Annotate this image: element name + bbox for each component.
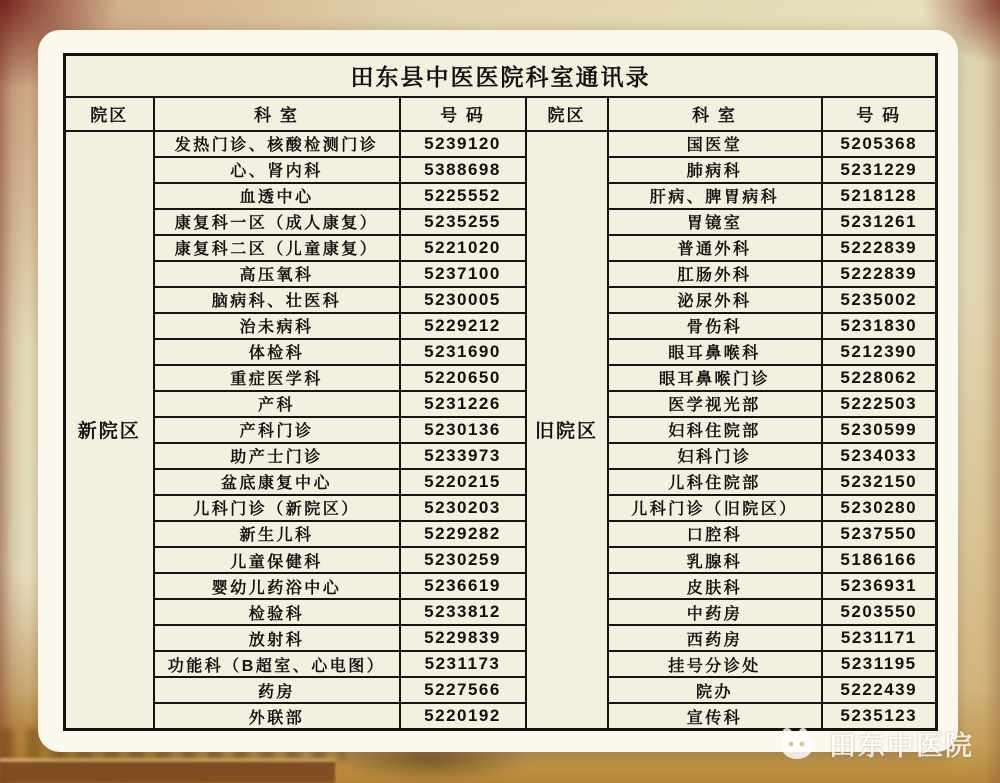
- phone-cell: 5220215: [400, 469, 526, 495]
- phone-cell: 5229282: [400, 521, 526, 547]
- table-row: [65, 131, 937, 157]
- phone-cell: 5231226: [400, 391, 526, 417]
- dept-cell: 药房: [154, 677, 400, 703]
- table-row: [65, 495, 937, 521]
- phone-cell: 5234033: [822, 443, 937, 469]
- phone-cell: 5230599: [822, 417, 937, 443]
- phone-cell: 5205368: [822, 131, 937, 157]
- dept-cell: 宣传科: [608, 703, 822, 729]
- dept-cell: 放射科: [154, 625, 400, 651]
- table-row: [65, 365, 937, 391]
- column-header-dept-left: 科 室: [154, 97, 400, 131]
- phone-cell: 5227566: [400, 677, 526, 703]
- table-row: [65, 547, 937, 573]
- phone-cell: 5231261: [822, 209, 937, 235]
- dept-cell: 肛肠外科: [608, 261, 822, 287]
- table-row: [65, 521, 937, 547]
- dept-cell: 新生儿科: [154, 521, 400, 547]
- newspaper-masthead-box: [0, 758, 335, 783]
- phone-cell: 5235255: [400, 209, 526, 235]
- phone-cell: 5222839: [822, 261, 937, 287]
- header-row: [65, 97, 937, 131]
- dept-cell: 康复科二区（儿童康复）: [154, 235, 400, 261]
- dept-cell: 口腔科: [608, 521, 822, 547]
- phone-cell: 5186166: [822, 547, 937, 573]
- phone-cell: 5239120: [400, 131, 526, 157]
- dept-cell: 儿童保健科: [154, 547, 400, 573]
- campus-cell-old: 旧院区: [526, 131, 608, 730]
- table-row: [65, 677, 937, 703]
- dept-cell: 院办: [608, 677, 822, 703]
- phone-cell: 5228062: [822, 365, 937, 391]
- phone-cell: 5232150: [822, 469, 937, 495]
- dept-cell: 泌尿外科: [608, 287, 822, 313]
- dept-cell: 心、肾内科: [154, 157, 400, 183]
- dept-cell: 儿科门诊（旧院区）: [608, 495, 822, 521]
- dept-cell: 妇科门诊: [608, 443, 822, 469]
- table-row: [65, 417, 937, 443]
- phone-cell: 5220650: [400, 365, 526, 391]
- table-row: [65, 287, 937, 313]
- dept-cell: 医学视光部: [608, 391, 822, 417]
- table-row: [65, 443, 937, 469]
- phone-cell: 5220192: [400, 703, 526, 729]
- phone-cell: 5222503: [822, 391, 937, 417]
- phone-cell: 5233812: [400, 599, 526, 625]
- campus-cell-new: 新院区: [65, 131, 154, 730]
- dept-cell: 骨伤科: [608, 313, 822, 339]
- dept-cell: 中药房: [608, 599, 822, 625]
- phone-cell: 5388698: [400, 157, 526, 183]
- column-header-campus-left: 院区: [65, 97, 154, 131]
- phone-cell: 5222439: [822, 677, 937, 703]
- phone-cell: 5229212: [400, 313, 526, 339]
- phone-cell: 5231195: [822, 651, 937, 677]
- dept-cell: 肝病、脾胃病科: [608, 183, 822, 209]
- dept-cell: 治未病科: [154, 313, 400, 339]
- dept-cell: 功能科（B超室、心电图）: [154, 651, 400, 677]
- dept-cell: 妇科住院部: [608, 417, 822, 443]
- dept-cell: 体检科: [154, 339, 400, 365]
- table-row: [65, 235, 937, 261]
- column-header-phone-left: 号 码: [400, 97, 526, 131]
- phone-cell: 5225552: [400, 183, 526, 209]
- dept-cell: 皮肤科: [608, 573, 822, 599]
- phone-cell: 5203550: [822, 599, 937, 625]
- dept-cell: 眼耳鼻喉门诊: [608, 365, 822, 391]
- dept-cell: 西药房: [608, 625, 822, 651]
- phone-cell: 5212390: [822, 339, 937, 365]
- phone-cell: 5229839: [400, 625, 526, 651]
- table-row: [65, 573, 937, 599]
- phone-cell: 5230136: [400, 417, 526, 443]
- dept-cell: 胃镜室: [608, 209, 822, 235]
- table-row: [65, 339, 937, 365]
- dept-cell: 盆底康复中心: [154, 469, 400, 495]
- phone-cell: 5233973: [400, 443, 526, 469]
- phone-cell: 5237100: [400, 261, 526, 287]
- column-header-dept-right: 科 室: [608, 97, 822, 131]
- phone-cell: 5235002: [822, 287, 937, 313]
- table-row: [65, 625, 937, 651]
- watermark-label: 田东中医院: [829, 731, 974, 761]
- phone-cell: 5230280: [822, 495, 937, 521]
- phone-cell: 5237550: [822, 521, 937, 547]
- dept-cell: 检验科: [154, 599, 400, 625]
- table-row: [65, 183, 937, 209]
- page-title: 田东县中医医院科室通讯录: [65, 55, 937, 97]
- table-row: [65, 651, 937, 677]
- dept-cell: 儿科住院部: [608, 469, 822, 495]
- dept-cell: 乳腺科: [608, 547, 822, 573]
- dept-cell: 重症医学科: [154, 365, 400, 391]
- phone-cell: 5230005: [400, 287, 526, 313]
- phone-cell: 5231690: [400, 339, 526, 365]
- dept-cell: 血透中心: [154, 183, 400, 209]
- column-header-campus-right: 院区: [526, 97, 608, 131]
- directory-table: [63, 53, 938, 731]
- table-row: [65, 391, 937, 417]
- title-row: [65, 55, 937, 97]
- dept-cell: 国医堂: [608, 131, 822, 157]
- phone-cell: 5231173: [400, 651, 526, 677]
- phone-cell: 5230259: [400, 547, 526, 573]
- column-header-phone-right: 号 码: [822, 97, 937, 131]
- phone-cell: 5231171: [822, 625, 937, 651]
- dept-cell: 儿科门诊（新院区）: [154, 495, 400, 521]
- dept-cell: 挂号分诊处: [608, 651, 822, 677]
- phone-cell: 5236619: [400, 573, 526, 599]
- dept-cell: 普通外科: [608, 235, 822, 261]
- phone-cell: 5218128: [822, 183, 937, 209]
- dept-cell: 发热门诊、核酸检测门诊: [154, 131, 400, 157]
- phone-cell: 5230203: [400, 495, 526, 521]
- phone-cell: 5222839: [822, 235, 937, 261]
- table-row: [65, 469, 937, 495]
- dept-cell: 高压氧科: [154, 261, 400, 287]
- dept-cell: 产科: [154, 391, 400, 417]
- dept-cell: 康复科一区（成人康复）: [154, 209, 400, 235]
- table-row: [65, 599, 937, 625]
- dept-cell: 肺病科: [608, 157, 822, 183]
- dept-cell: 产科门诊: [154, 417, 400, 443]
- dept-cell: 外联部: [154, 703, 400, 729]
- dept-cell: 婴幼儿药浴中心: [154, 573, 400, 599]
- table-row: [65, 261, 937, 287]
- table-row: [65, 703, 937, 729]
- phone-cell: 5235123: [822, 703, 937, 729]
- phone-cell: 5221020: [400, 235, 526, 261]
- directory-card: [38, 30, 958, 752]
- phone-cell: 5231830: [822, 313, 937, 339]
- table-row: [65, 157, 937, 183]
- dept-cell: 助产士门诊: [154, 443, 400, 469]
- dept-cell: 眼耳鼻喉科: [608, 339, 822, 365]
- dept-cell: 脑病科、壮医科: [154, 287, 400, 313]
- phone-cell: 5236931: [822, 573, 937, 599]
- phone-cell: 5231229: [822, 157, 937, 183]
- table-row: [65, 313, 937, 339]
- table-row: [65, 209, 937, 235]
